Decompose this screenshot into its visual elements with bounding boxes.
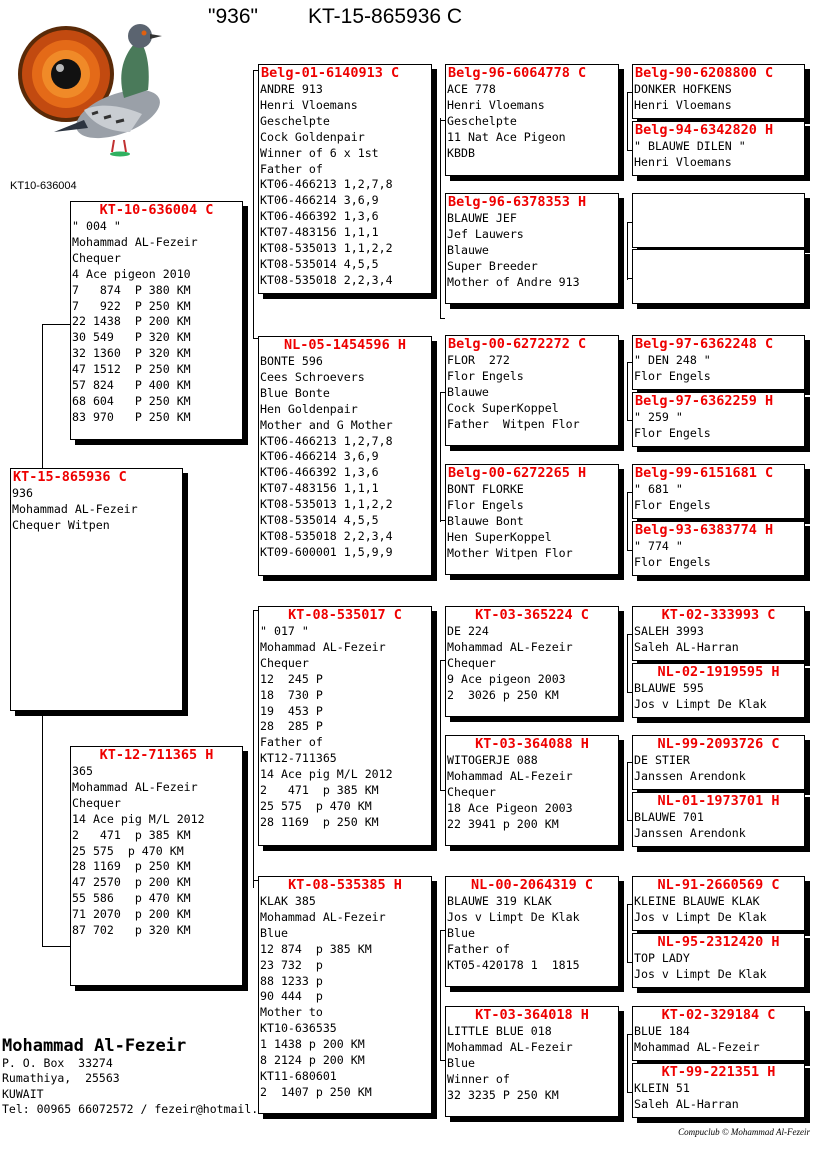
pedigree-line: Blauwe — [447, 384, 489, 399]
pedigree-box — [632, 521, 805, 576]
pedigree-box — [258, 876, 432, 1114]
pedigree-line: KLEIN 51 — [634, 1081, 690, 1095]
pedigree-line: Blue — [447, 1055, 475, 1070]
connector-line — [253, 70, 254, 328]
pedigree-line: 55 586 p 470 KM — [72, 891, 191, 906]
pedigree-line: DE 224 — [447, 624, 489, 638]
ring-number: KT-99-221351 H — [661, 1064, 776, 1080]
pedigree-line: Mohammad AL-Fezeir — [447, 1039, 573, 1054]
pedigree-box — [632, 792, 805, 847]
ring-number: KT-15-865936 C — [13, 469, 127, 485]
pedigree-line: Blauwe — [447, 242, 489, 257]
connector-line — [42, 324, 43, 469]
pedigree-line: 88 1233 p — [260, 973, 323, 988]
pedigree-line: Winner of 6 x 1st — [260, 145, 379, 160]
pedigree-line: KT08-535013 1,1,2,2 — [260, 497, 393, 512]
pedigree-box — [632, 464, 805, 519]
pedigree-line: KT08-535013 1,1,2,2 — [260, 241, 393, 256]
ring-number: KT-08-535017 C — [288, 607, 402, 623]
pedigree-line: SALEH 3993 — [634, 624, 704, 638]
pedigree-line: Father of — [447, 941, 510, 956]
pedigree-line: Jos v Limpt De Klak — [634, 909, 767, 924]
pedigree-line: KT06-466214 3,6,9 — [260, 449, 379, 464]
pedigree-line: Chequer — [72, 250, 121, 265]
pedigree-line: Flor Engels — [634, 497, 711, 512]
ring-number: NL-95-2312420 H — [657, 934, 780, 950]
ring-number: Belg-99-6151681 C — [635, 465, 774, 481]
pedigree-box — [10, 468, 183, 711]
pedigree-line: Cock SuperKoppel — [447, 400, 559, 415]
pedigree-line: Janssen Arendonk — [634, 825, 746, 840]
pedigree-line: Flor Engels — [447, 497, 524, 512]
pedigree-line: 9 Ace pigeon 2003 — [447, 671, 566, 686]
pedigree-box — [445, 735, 619, 846]
pedigree-line: " 774 " — [634, 539, 683, 553]
pedigree-line: 23 732 p — [260, 957, 323, 972]
pedigree-line: Chequer — [260, 655, 309, 670]
pedigree-line: Mohammad AL-Fezeir — [72, 234, 198, 249]
pedigree-line: Father of — [260, 735, 323, 750]
pedigree-line: BLAUWE 319 KLAK — [447, 894, 552, 908]
pedigree-line: Jos v Limpt De Klak — [634, 696, 767, 711]
pedigree-box — [632, 606, 805, 661]
pedigree-line: KLAK 385 — [260, 894, 316, 908]
pedigree-line: Cock Goldenpair — [260, 129, 365, 144]
pigeon-photo — [14, 14, 172, 166]
pedigree-line: 22 1438 P 200 KM — [72, 314, 191, 329]
ring-number: NL-02-1919595 H — [657, 664, 780, 680]
pedigree-line: 25 575 p 470 KM — [260, 798, 372, 813]
connector-line — [440, 318, 445, 319]
connector-line — [627, 762, 628, 820]
pedigree-line: " 681 " — [634, 482, 683, 496]
pedigree-line: Chequer — [447, 655, 496, 670]
pedigree-line: 90 444 p — [260, 989, 323, 1004]
connector-line — [627, 362, 628, 420]
ring-number: KT-03-365224 C — [475, 607, 589, 623]
connector-line — [42, 324, 70, 325]
pedigree-line: 2 471 p 385 KM — [72, 827, 191, 842]
pedigree-line: " 004 " — [72, 219, 121, 233]
pedigree-line: Father of — [260, 161, 323, 176]
pedigree-box — [632, 1006, 805, 1061]
pedigree-line: Father Witpen Flor — [447, 416, 580, 431]
ring-number: NL-01-1973701 H — [657, 793, 780, 809]
pedigree-box — [258, 64, 432, 294]
connector-line — [42, 946, 70, 947]
pedigree-line: " 017 " — [260, 624, 309, 638]
pedigree-line: KT12-711365 — [260, 751, 337, 766]
ring-number: Belg-93-6383774 H — [635, 522, 774, 538]
owner-address-line: P. O. Box 33274 — [2, 1056, 113, 1070]
pedigree-line: Saleh AL-Harran — [634, 639, 739, 654]
pedigree-line: KT11-680601 — [260, 1068, 337, 1083]
pedigree-line: Chequer — [447, 784, 496, 799]
ring-number: Belg-00-6272272 C — [448, 336, 587, 352]
pedigree-line: Chequer — [72, 795, 121, 810]
pedigree-line: Henri Vloemans — [260, 97, 358, 112]
pedigree-line: Flor Engels — [634, 554, 711, 569]
pedigree-line: Mohammad AL-Fezeir — [72, 779, 198, 794]
pedigree-line: BLAUWE JEF — [447, 211, 517, 225]
pedigree-line: 30 549 P 320 KM — [72, 330, 191, 345]
pedigree-line: KT07-483156 1,1,1 — [260, 481, 379, 496]
pedigree-line: BLAUWE 595 — [634, 681, 704, 695]
pedigree-line: KT06-466214 3,6,9 — [260, 193, 379, 208]
pedigree-line: Blue — [260, 925, 288, 940]
connector-line — [627, 634, 628, 692]
photo-caption: KT10-636004 — [10, 180, 77, 192]
pedigree-line: Blue Bonte — [260, 385, 330, 400]
pigeon-ring-number: KT-15-865936 C — [308, 5, 463, 28]
connector-line — [627, 904, 628, 962]
pedigree-line: Hen SuperKoppel — [447, 529, 552, 544]
pedigree-line: TOP LADY — [634, 951, 690, 965]
connector-line — [440, 660, 441, 790]
pedigree-line: 12 874 p 385 KM — [260, 941, 372, 956]
pedigree-line: 57 824 P 400 KM — [72, 378, 191, 393]
pedigree-box — [70, 746, 243, 986]
pedigree-line: Mohammad AL-Fezeir — [634, 1039, 760, 1054]
pedigree-line: 22 3941 p 200 KM — [447, 816, 559, 831]
pedigree-line: ACE 778 — [447, 82, 496, 96]
ring-number: Belg-97-6362248 C — [635, 336, 774, 352]
pedigree-line: 12 245 P — [260, 671, 323, 686]
ring-number: Belg-94-6342820 H — [635, 122, 774, 138]
pedigree-line: Henri Vloemans — [447, 97, 545, 112]
pedigree-line: 18 Ace Pigeon 2003 — [447, 800, 573, 815]
pedigree-box — [445, 464, 619, 575]
owner-name: Mohammad Al-Fezeir — [2, 1036, 187, 1056]
pedigree-line: 19 453 P — [260, 703, 323, 718]
owner-address-line: KUWAIT — [2, 1086, 44, 1101]
pedigree-line: 32 1360 P 320 KM — [72, 346, 191, 361]
pedigree-line: 2 3026 p 250 KM — [447, 687, 559, 702]
connector-line — [253, 328, 254, 338]
pedigree-line: BLAUWE 701 — [634, 810, 704, 824]
ring-number: NL-99-2093726 C — [657, 736, 780, 752]
pedigree-line: Mother of Andre 913 — [447, 274, 580, 289]
pedigree-line: Mother to — [260, 1005, 323, 1020]
pedigree-line: Mohammad AL-Fezeir — [447, 768, 573, 783]
pedigree-line: Janssen Arendonk — [634, 768, 746, 783]
pedigree-line: 7 922 P 250 KM — [72, 298, 191, 313]
pedigree-line: 68 604 P 250 KM — [72, 393, 191, 408]
connector-line — [440, 930, 441, 1060]
pedigree-line: FLOR 272 — [447, 353, 510, 367]
ring-number: KT-03-364088 H — [475, 736, 589, 752]
pedigree-line: " 259 " — [634, 410, 683, 424]
pedigree-line: Flor Engels — [634, 368, 711, 383]
connector-line — [253, 610, 254, 878]
pedigree-line: DE STIER — [634, 753, 690, 767]
pedigree-box — [632, 1063, 805, 1118]
pedigree-box — [632, 335, 805, 390]
connector-line — [42, 710, 43, 947]
pedigree-line: Henri Vloemans — [634, 97, 732, 112]
pedigree-line: KBDB — [447, 145, 475, 160]
connector-line — [627, 222, 628, 280]
pedigree-line: 1 1438 p 200 KM — [260, 1037, 365, 1052]
pedigree-line: KT06-466213 1,2,7,8 — [260, 433, 393, 448]
pedigree-line: 365 — [72, 764, 93, 778]
pedigree-box — [445, 606, 619, 717]
pedigree-line: Super Breeder — [447, 258, 538, 273]
connector-line — [627, 92, 628, 150]
pedigree-line: 4 Ace pigeon 2010 — [72, 266, 191, 281]
pedigree-line: KT06-466213 1,2,7,8 — [260, 177, 393, 192]
pedigree-line: DONKER HOFKENS — [634, 82, 732, 96]
pedigree-line: Henri Vloemans — [634, 154, 732, 169]
pedigree-line: 32 3235 P 250 KM — [447, 1087, 559, 1102]
pedigree-line: 14 Ace pig M/L 2012 — [260, 767, 393, 782]
pedigree-line: KT08-535014 4,5,5 — [260, 513, 379, 528]
ring-number: Belg-00-6272265 H — [448, 465, 587, 481]
owner-address-line: Rumathiya, 25563 — [2, 1071, 120, 1086]
pedigree-line: Geschelpte — [260, 113, 330, 128]
pedigree-line: BLUE 184 — [634, 1024, 690, 1038]
pedigree-line: Flor Engels — [447, 368, 524, 383]
pedigree-line: Mother Witpen Flor — [447, 545, 573, 560]
pedigree-line: Blauwe Bont — [447, 513, 524, 528]
pedigree-line: KLEINE BLAUWE KLAK — [634, 894, 760, 908]
connector-line — [440, 392, 441, 522]
pedigree-line: 47 1512 P 250 KM — [72, 362, 191, 377]
pedigree-line: Geschelpte — [447, 113, 517, 128]
pedigree-line: KT06-466392 1,3,6 — [260, 465, 379, 480]
pedigree-line: 28 285 P — [260, 719, 323, 734]
ring-number: Belg-96-6064778 C — [448, 65, 587, 81]
pedigree-box — [70, 201, 243, 440]
pedigree-line: Cees Schroevers — [260, 369, 365, 384]
footer-credit: Compuclub © Mohammad Al-Fezeir — [678, 1127, 810, 1137]
ring-number: Belg-90-6208800 C — [635, 65, 774, 81]
pedigree-line: 7 874 P 380 KM — [72, 282, 191, 297]
pedigree-line: 8 2124 p 200 KM — [260, 1053, 365, 1068]
pedigree-line: Mohammad AL-Fezeir — [260, 909, 386, 924]
pedigree-line: Chequer Witpen — [12, 517, 110, 532]
pedigree-line: 25 575 p 470 KM — [72, 843, 184, 858]
pedigree-box — [445, 335, 619, 446]
pedigree-line: BONT FLORKE — [447, 482, 524, 496]
pedigree-line: KT08-535014 4,5,5 — [260, 256, 379, 271]
connector-line — [627, 1034, 628, 1092]
pedigree-line: KT10-636535 — [260, 1021, 337, 1036]
pigeon-name: "936" — [208, 5, 258, 28]
ring-number: KT-02-329184 C — [661, 1007, 776, 1023]
pedigree-line: KT06-466392 1,3,6 — [260, 209, 379, 224]
pedigree-box — [632, 876, 805, 931]
pedigree-box — [632, 121, 805, 176]
pedigree-line: Jos v Limpt De Klak — [447, 909, 580, 924]
pedigree-line: Hen Goldenpair — [260, 401, 358, 416]
pedigree-line: 936 — [12, 486, 33, 500]
pedigree-line: 71 2070 p 200 KM — [72, 907, 191, 922]
pedigree-line: Mohammad AL-Fezeir — [260, 639, 386, 654]
pedigree-line: KT05-420178 1 1815 — [447, 957, 580, 972]
pedigree-line: Saleh AL-Harran — [634, 1096, 739, 1111]
ring-number: KT-08-535385 H — [288, 877, 402, 893]
pedigree-line: 14 Ace pig M/L 2012 — [72, 811, 205, 826]
pedigree-box — [632, 392, 805, 447]
pedigree-line: Winner of — [447, 1071, 510, 1086]
ring-number: KT-10-636004 C — [99, 202, 214, 218]
pedigree-line: Mohammad AL-Fezeir — [12, 501, 138, 516]
pedigree-line: 83 970 P 250 KM — [72, 409, 191, 424]
pedigree-line: Flor Engels — [634, 425, 711, 440]
pedigree-box — [632, 735, 805, 790]
ring-number: Belg-01-6140913 C — [261, 65, 400, 81]
pedigree-line: ANDRE 913 — [260, 82, 323, 96]
owner-block — [2, 1036, 258, 1117]
ring-number: KT-03-364018 H — [475, 1007, 589, 1023]
pedigree-line: Jef Lauwers — [447, 226, 524, 241]
pedigree-line: Mohammad AL-Fezeir — [447, 639, 573, 654]
pedigree-box — [445, 1006, 619, 1117]
pedigree-box — [445, 64, 619, 176]
pedigree-line: KT09-600001 1,5,9,9 — [260, 544, 393, 559]
pedigree-line: 87 702 p 320 KM — [72, 923, 191, 938]
pedigree-line: Jos v Limpt De Klak — [634, 966, 767, 981]
pedigree-line: 2 471 p 385 KM — [260, 783, 379, 798]
ring-number: Belg-97-6362259 H — [635, 393, 774, 409]
connector-line — [440, 118, 441, 318]
pedigree-box — [632, 663, 805, 718]
pedigree-line: BONTE 596 — [260, 354, 323, 368]
pedigree-line: 28 1169 p 250 KM — [72, 859, 191, 874]
pedigree-box — [445, 876, 619, 987]
pedigree-line: KT07-483156 1,1,1 — [260, 225, 379, 240]
pedigree-line: " DEN 248 " — [634, 353, 711, 367]
ring-number: KT-02-333993 C — [661, 607, 776, 623]
pedigree-line: " BLAUWE DILEN " — [634, 139, 746, 153]
pedigree-box — [445, 193, 619, 304]
pedigree-box — [632, 64, 805, 119]
pedigree-line: 28 1169 p 250 KM — [260, 814, 379, 829]
pedigree-line: KT08-535018 2,2,3,4 — [260, 272, 393, 287]
pedigree-line: Mother and G Mother — [260, 417, 393, 432]
ring-number: KT-12-711365 H — [99, 747, 214, 763]
owner-contact-line: Tel: 00965 66072572 / fezeir@hotmail. — [2, 1101, 259, 1116]
pedigree-line: 11 Nat Ace Pigeon — [447, 129, 566, 144]
pedigree-line: KT08-535018 2,2,3,4 — [260, 528, 393, 543]
ring-number: NL-91-2660569 C — [657, 877, 780, 893]
pedigree-line: WITOGERJE 088 — [447, 753, 538, 767]
ring-number: Belg-96-6378353 H — [448, 194, 587, 210]
pedigree-line: 18 730 P — [260, 687, 323, 702]
pedigree-box — [258, 606, 432, 846]
empty-pedigree-box — [632, 193, 805, 248]
pedigree-box — [632, 933, 805, 988]
pedigree-box — [258, 336, 432, 576]
connector-line — [627, 492, 628, 550]
ring-number: NL-05-1454596 H — [284, 337, 406, 353]
pedigree-line: Blue — [447, 925, 475, 940]
pedigree-line: 2 1407 p 250 KM — [260, 1084, 372, 1099]
pedigree-line: LITTLE BLUE 018 — [447, 1024, 552, 1038]
ring-number: NL-00-2064319 C — [471, 877, 593, 893]
empty-pedigree-box — [632, 249, 805, 304]
pedigree-line: 47 2570 p 200 KM — [72, 875, 191, 890]
